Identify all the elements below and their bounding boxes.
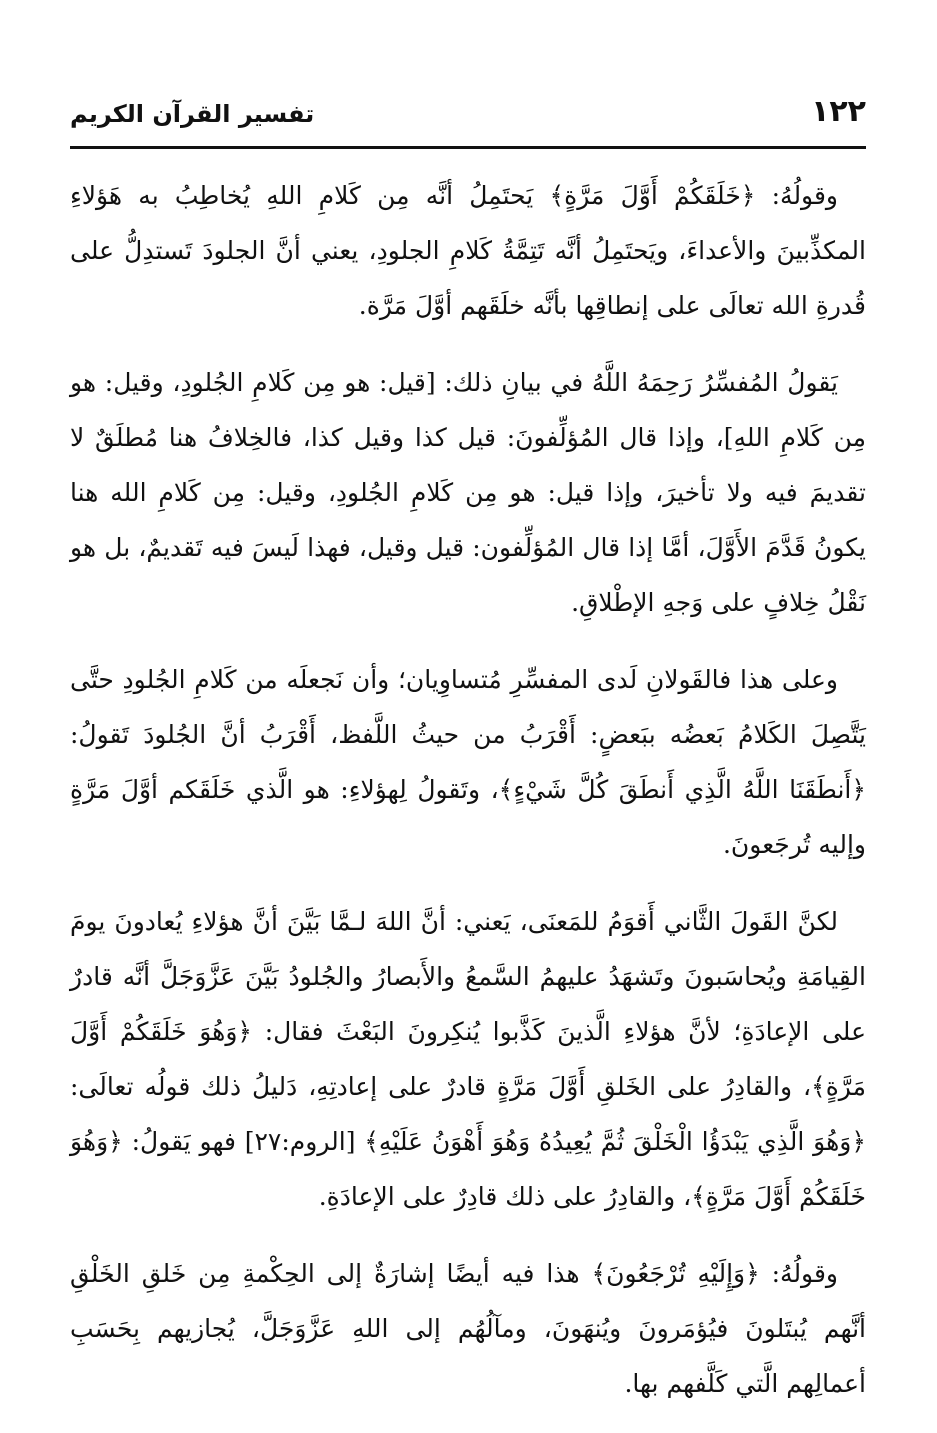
header-divider (70, 146, 866, 149)
paragraph: يَقولُ المُفسِّرُ رَحِمَهُ اللَّهُ في بيانِ ذلك: [قيل: هو مِن كَلامِ الجُلودِ، وقيل: هو مِن كَلامِ اللهِ]، وإذا قال المُؤلِّفونَ: قيل كذا وقيل كذا، فالخِلافُ هنا مُطلَقٌ لا تقديمَ فيه ولا تأخيرَ، وإذا قيل: هو مِن كَلامِ الجُلودِ، وقيل: مِن كَلامِ الله هنا يكونُ قَدَّمَ الأَوَّلَ، أمَّا إذا قال المُؤلِّفون: قيل وقيل، فهذا لَيسَ فيه تَقديمٌ، بل هو نَقْلُ خِلافٍ على وَجهِ الإطْلاقِ. (70, 368, 866, 617)
page-header (70, 92, 866, 148)
paragraph: وعلى هذا فالقَولانِ لَدى المفسِّرِ مُتساوِيان؛ وأن نَجعلَه من كَلامِ الجُلودِ حتَّى يَتَّصِلَ الكَلامُ بَعضُه ببَعضٍ: أَقْرَبُ من حيثُ اللَّفظ، أَقْرَبُ أنَّ الجُلودَ تَقولُ: ﴿أَنطَقَنَا اللَّهُ الَّذِي أَنطَقَ كُلَّ شَيْءٍ﴾، وتَقولُ لِهؤلاءِ: هو الَّذي خَلَقَكم أوَّلَ مَرَّةٍ وإليه تُرجَعونَ. (70, 665, 866, 859)
paragraph: وقولُهُ: ﴿وَإِلَيْهِ تُرْجَعُونَ﴾ هذا فيه أيضًا إشارَةٌ إلى الحِكْمةِ مِن خَلقِ الخَلْقِ أنَّهم يُبتَلونَ فيُؤمَرونَ ويُنهَونَ، ومآلُهُم إلى اللهِ عَزَّوَجَلَّ، يُجازيهم بِحَسَبِ أعمالِهم الَّتي كَلَّفهم بها. (70, 1259, 866, 1398)
page-number: ١٢٢ (811, 94, 866, 129)
paragraph: لكنَّ القَولَ الثَّاني أَقوَمُ للمَعنَى، يَعني: أنَّ اللهَ لـمَّا بَيَّنَ أنَّ هؤلاءِ يُعادونَ يومَ القِيامَةِ ويُحاسَبونَ وتَشهَدُ عليهمُ السَّمعُ والأَبصارُ والجُلودُ بَيَّنَ عَزَّوَجَلَّ أنَّه قادرٌ على الإعادَةِ؛ لأنَّ هؤلاءِ الَّذينَ كَذَّبوا يُنكِرونَ البَعْثَ فقال: ﴿وَهُوَ خَلَقَكُمْ أَوَّلَ مَرَّةٍ﴾، والقادِرُ على الخَلقِ أَوَّلَ مَرَّةٍ قادرٌ على إعادتِهِ، دَليلُ ذلك قولُه تعالَى: ﴿وَهُوَ الَّذِي يَبْدَؤُا الْخَلْقَ ثُمَّ يُعِيدُهُ وَهُوَ أَهْوَنُ عَلَيْهِ﴾ [الروم:٢٧] فهو يَقولُ: ﴿وَهُوَ خَلَقَكُمْ أَوَّلَ مَرَّةٍ﴾، والقادِرُ على ذلك قادِرٌ على الإعادَةِ. (70, 907, 866, 1211)
body-text (70, 168, 866, 1433)
paragraph: وقولُهُ: ﴿خَلَقَكُمْ أَوَّلَ مَرَّةٍ﴾ يَحتَمِلُ أنَّه مِن كَلامِ اللهِ يُخاطِبُ به هَؤلاءِ المكذِّبينَ والأعداءَ، ويَحتَمِلُ أنَّه تَتِمَّةُ كَلامِ الجلودِ، يعني أنَّ الجلودَ تَستدِلُّ على قُدرةِ الله تعالَى على إنطاقِها بأنَّه خلَقَهم أوَّلَ مَرَّة. (70, 181, 866, 320)
running-title: تفسير القرآن الكريم (70, 100, 315, 128)
